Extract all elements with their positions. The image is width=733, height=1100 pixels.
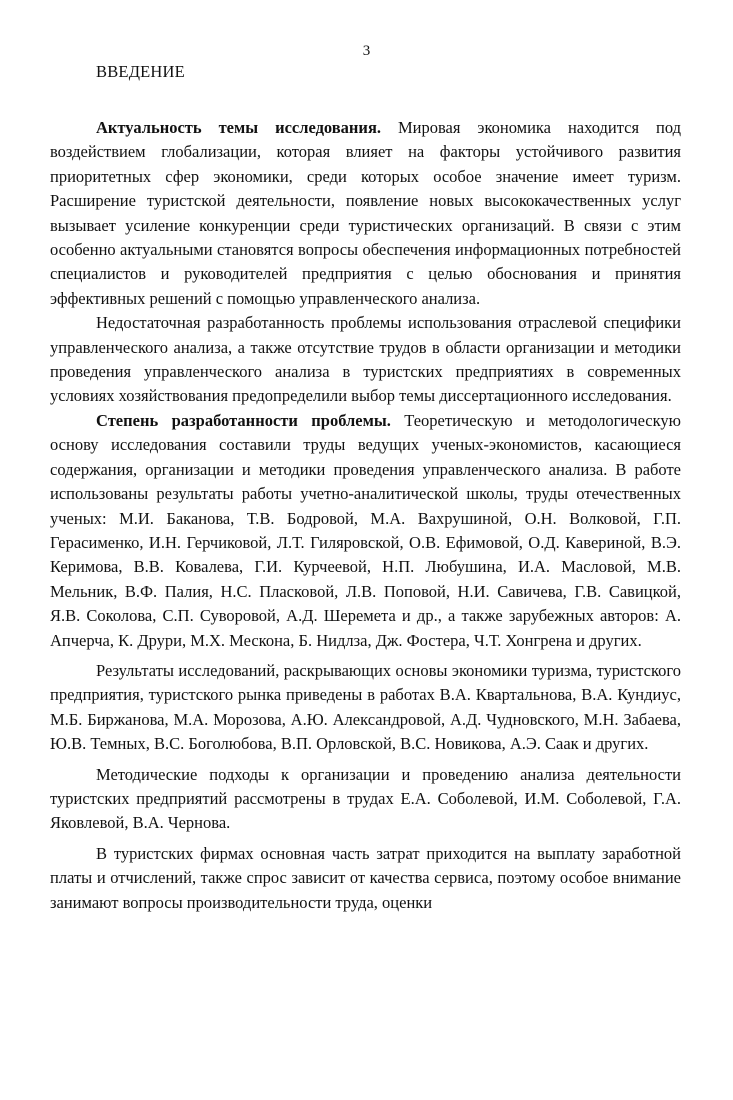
section-heading: ВВЕДЕНИЕ xyxy=(96,62,185,81)
paragraph-text: Недостаточная разработанность проблемы использования отраслевой специфики управленческого анализа, а также отсутствие трудов в области организации и методики проведения управленческого анализа в туристских предприятиях в современных условиях хозяйствования предопределили выбор темы диссертационного исследования. xyxy=(50,313,681,406)
paragraph-text: Методические подходы к организации и проведению анализа деятельности туристских предприятий рассмотрены в трудах Е.А. Соболевой, И.М. Соболевой, Г.А. Яковлевой, В.А. Чернова. xyxy=(50,764,681,833)
paragraph-text: В туристских фирмах основная часть затрат приходится на выплату заработной платы и отчислений, также спрос зависит от качества сервиса, поэтому особое внимание занимают вопросы производительности труда, оценки xyxy=(50,843,681,912)
paragraph-text: Мировая экономика находится под воздействием глобализации, которая влияет на факторы устойчивого развития приоритетных сфер экономики, среди которых особое значение имеет туризм. Расширение туристской деятельности, появление новых высококачественных услуг вызывает усиление конкуренции среди туристических организаций. В связи с этим особенно актуальными становятся вопросы обеспечения информационных потребностей специалистов и руководителей предприятия с целью обоснования и принятия эффективных решений с помощью управленческого анализа. xyxy=(50,118,681,308)
paragraph-text: Результаты исследований, раскрывающих основы экономики туризма, туристского предприятия, туристского рынка приведены в работах В.А. Квартальнова, В.А. Кундиус, М.Б. Биржанова, М.А. Морозова, А.Ю. Александровой, А.Д. Чудновского, М.Н. Забаева, Ю.В. Темных, В.С. Боголюбова, В.П. Орловской, В.С. Новикова, А.Э. Саак и других. xyxy=(50,660,681,754)
paragraph-methodical-approaches xyxy=(50,763,681,836)
paragraph-text: Теоретическую и методологическую основу исследования составили труды ведущих ученых-экономистов, касающиеся содержания, организации и методики проведения управленческого анализа. В работе использованы результаты работы учетно-аналитической школы, труды отечественных ученых: М.И. Баканова, Т.В. Бодровой, М.А. Вахрушиной, О.Н. Волковой, Г.П. Герасименко, И.Н. Герчиковой, Л.Т. Гиляровской, О.В. Ефимовой, О.Д. Кавериной, В.Э. Керимова, В.В. Ковалева, Г.И. Курчеевой, Н.П. Любушина, И.А. Масловой, М.В. Мельник, В.Ф. Палия, Н.С. Пласковой, Л.В. Поповой, Н.И. Савичева, Г.В. Савицкой, Я.В. Соколова, С.П. Суворовой, А.Д. Шеремета и др., а также зарубежных авторов: А. Апчерча, К. Друри, М.Х. Мескона, Б. Нидлза, Дж. Фостера, Ч.Т. Хонгрена и других. xyxy=(50,410,681,650)
paragraph-relevance xyxy=(50,116,681,311)
paragraph-insufficient-development xyxy=(50,311,681,409)
paragraph-lead: Степень разработанности проблемы. xyxy=(96,410,391,430)
page-number: 3 xyxy=(362,43,371,59)
body-text xyxy=(50,116,681,915)
paragraph-degree-of-development xyxy=(50,409,681,653)
paragraph-lead: Актуальность темы исследования. xyxy=(96,118,381,137)
paragraph-research-results xyxy=(50,659,681,757)
paragraph-tourist-firms xyxy=(50,842,681,915)
